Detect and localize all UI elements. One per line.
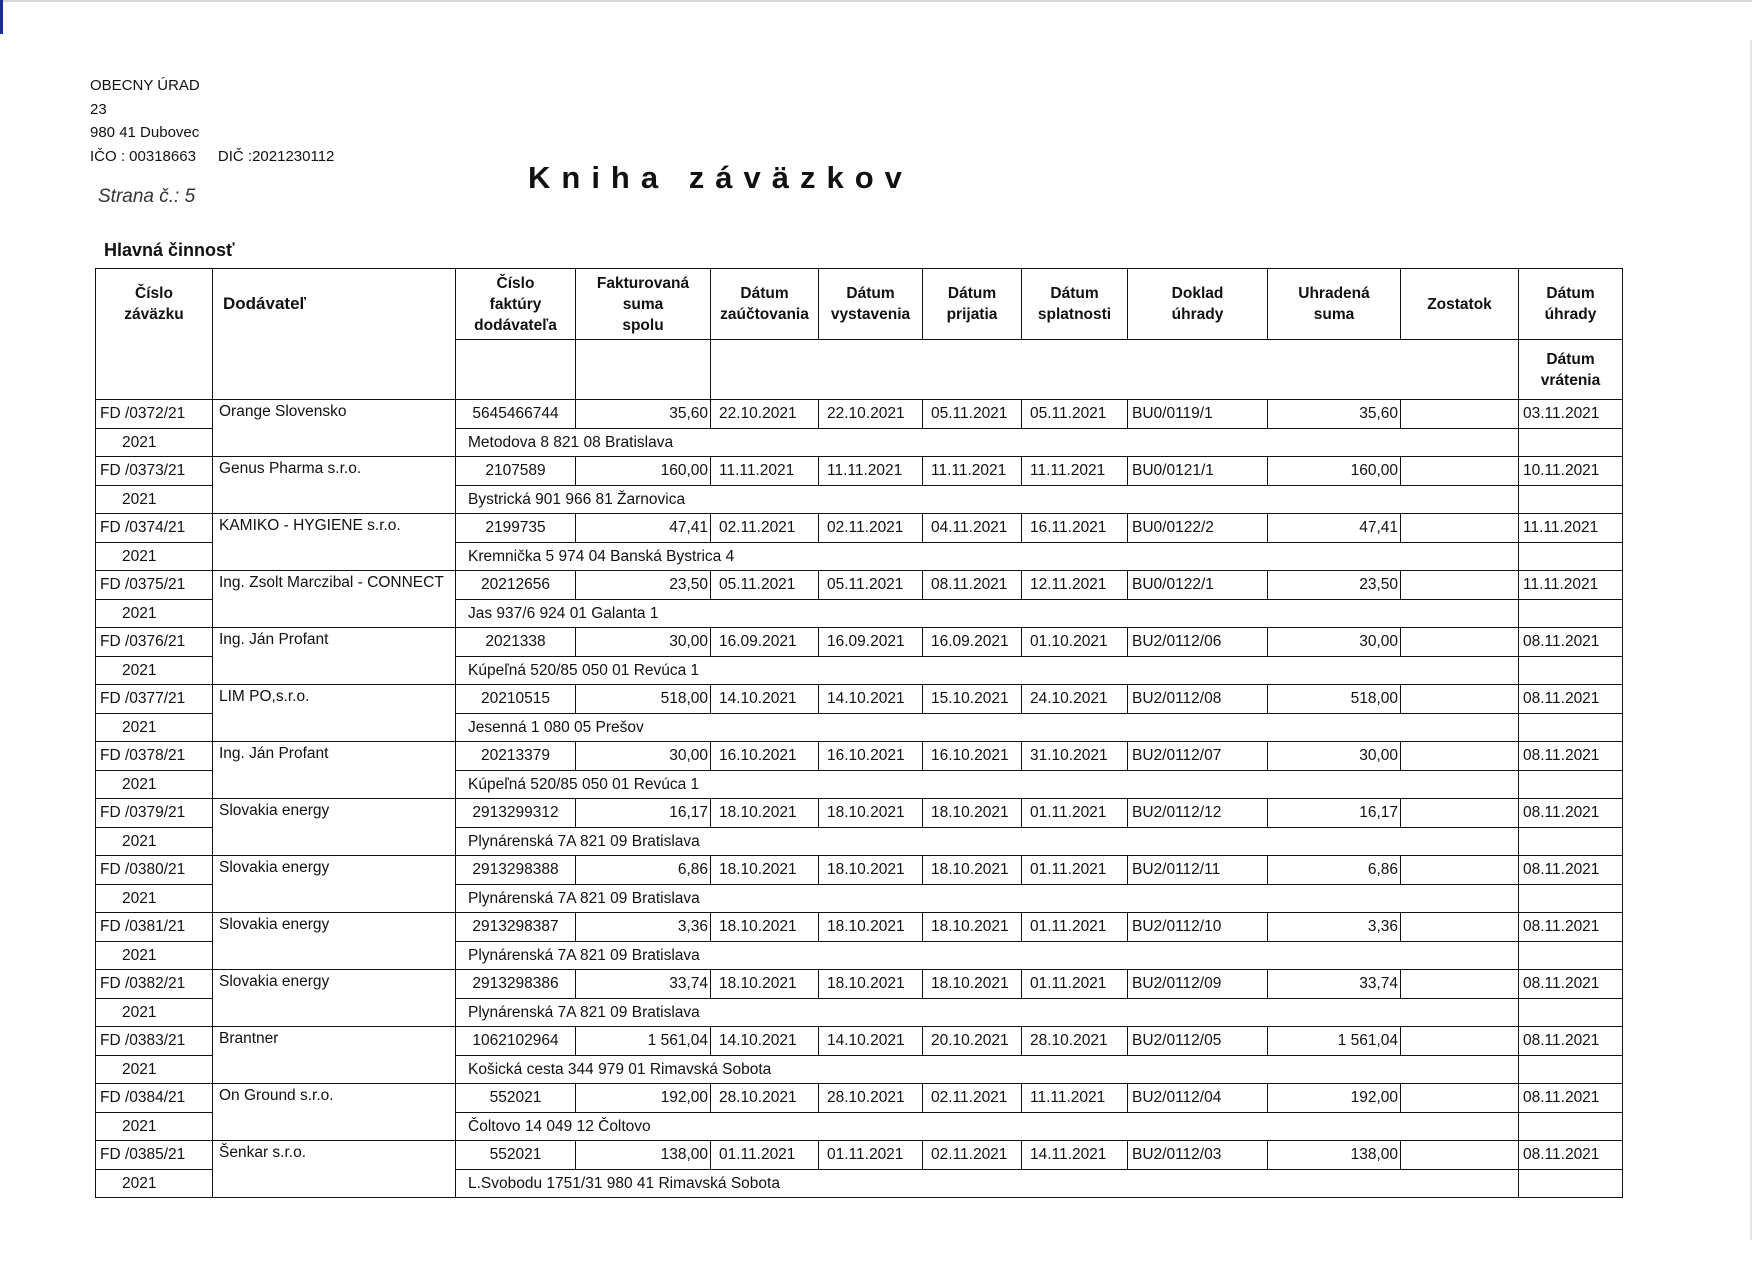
cell-fakturovana-suma: 30,00: [576, 742, 711, 771]
cell-zostatok: [1401, 1141, 1519, 1170]
cell-datum-vratenia: [1519, 1113, 1623, 1141]
cell-datum-splatnosti: 01.11.2021: [1022, 856, 1128, 885]
cell-datum-vratenia: [1519, 999, 1623, 1027]
cell-doklad-uhrady: BU2/0112/03: [1128, 1141, 1268, 1170]
cell-datum-splatnosti: 12.11.2021: [1022, 571, 1128, 600]
table-row: [96, 799, 1623, 828]
cell-zostatok: [1401, 1027, 1519, 1056]
cell-cislo-zavazku: FD /0376/21: [96, 628, 213, 657]
cell-cislo-faktury: 2913298387: [456, 913, 576, 942]
cell-rok: 2021: [96, 429, 213, 457]
cell-dodavatel: Ing. Ján Profant: [213, 628, 456, 685]
cell-adresa-dodavatela: Bystrická 901 966 81 Žarnovica: [456, 486, 1519, 514]
cell-datum-uhrady: 10.11.2021: [1519, 457, 1623, 486]
page-number: Strana č.: 5: [98, 186, 196, 207]
cell-dodavatel: Ing. Zsolt Marczibal - CONNECT: [213, 571, 456, 628]
cell-uhradena-suma: 518,00: [1268, 685, 1401, 714]
cell-datum-vratenia: [1519, 429, 1623, 457]
cell-doklad-uhrady: BU0/0122/1: [1128, 571, 1268, 600]
cell-dodavatel: Orange Slovensko: [213, 400, 456, 457]
cell-adresa-dodavatela: Metodova 8 821 08 Bratislava: [456, 429, 1519, 457]
cell-datum-zauctovania: 05.11.2021: [711, 571, 819, 600]
cell-datum-vystavenia: 22.10.2021: [819, 400, 923, 429]
cell-datum-vystavenia: 05.11.2021: [819, 571, 923, 600]
cell-datum-vystavenia: 18.10.2021: [819, 970, 923, 999]
cell-doklad-uhrady: BU2/0112/11: [1128, 856, 1268, 885]
cell-cislo-zavazku: FD /0378/21: [96, 742, 213, 771]
cell-uhradena-suma: 35,60: [1268, 400, 1401, 429]
cell-cislo-faktury: 2913298388: [456, 856, 576, 885]
col-header-faktura: Číslo faktúry dodávateľa: [456, 269, 576, 340]
table-row: [96, 1141, 1623, 1170]
col-header-zauctovanie: Dátum zaúčtovania: [711, 269, 819, 340]
cell-datum-vratenia: [1519, 1170, 1623, 1198]
cell-rok: 2021: [96, 1113, 213, 1141]
cell-zostatok: [1401, 856, 1519, 885]
cell-datum-splatnosti: 11.11.2021: [1022, 457, 1128, 486]
cell-datum-zauctovania: 16.09.2021: [711, 628, 819, 657]
cell-cislo-faktury: 20210515: [456, 685, 576, 714]
cell-zostatok: [1401, 628, 1519, 657]
cell-zostatok: [1401, 742, 1519, 771]
cell-zostatok: [1401, 970, 1519, 999]
cell-datum-splatnosti: 05.11.2021: [1022, 400, 1128, 429]
table-row: [96, 1084, 1623, 1113]
cell-fakturovana-suma: 138,00: [576, 1141, 711, 1170]
cell-datum-uhrady: 08.11.2021: [1519, 742, 1623, 771]
cell-rok: 2021: [96, 942, 213, 970]
cell-dodavatel: KAMIKO - HYGIENE s.r.o.: [213, 514, 456, 571]
cell-adresa-dodavatela: Plynárenská 7A 821 09 Bratislava: [456, 999, 1519, 1027]
cell-datum-vratenia: [1519, 657, 1623, 685]
cell-doklad-uhrady: BU0/0119/1: [1128, 400, 1268, 429]
cell-cislo-zavazku: FD /0381/21: [96, 913, 213, 942]
cell-cislo-zavazku: FD /0383/21: [96, 1027, 213, 1056]
cell-datum-prijatia: 11.11.2021: [923, 457, 1022, 486]
cell-fakturovana-suma: 33,74: [576, 970, 711, 999]
cell-rok: 2021: [96, 828, 213, 856]
col-header-vystavenie: Dátum vystavenia: [819, 269, 923, 340]
cell-datum-prijatia: 02.11.2021: [923, 1141, 1022, 1170]
cell-datum-vystavenia: 28.10.2021: [819, 1084, 923, 1113]
cell-datum-uhrady: 08.11.2021: [1519, 1141, 1623, 1170]
cell-fakturovana-suma: 3,36: [576, 913, 711, 942]
cell-datum-zauctovania: 11.11.2021: [711, 457, 819, 486]
liabilities-table: [95, 268, 1623, 1198]
cell-datum-zauctovania: 18.10.2021: [711, 913, 819, 942]
cell-doklad-uhrady: BU0/0122/2: [1128, 514, 1268, 543]
cell-datum-zauctovania: 14.10.2021: [711, 1027, 819, 1056]
cell-dodavatel: Ing. Ján Profant: [213, 742, 456, 799]
cell-uhradena-suma: 1 561,04: [1268, 1027, 1401, 1056]
cell-cislo-faktury: 2913298386: [456, 970, 576, 999]
table-row: [96, 400, 1623, 429]
cell-datum-prijatia: 02.11.2021: [923, 1084, 1022, 1113]
cell-dodavatel: Slovakia energy: [213, 970, 456, 1027]
cell-fakturovana-suma: 1 561,04: [576, 1027, 711, 1056]
organization-block: [90, 74, 334, 168]
cell-fakturovana-suma: 35,60: [576, 400, 711, 429]
org-ids: [90, 145, 334, 169]
cell-dodavatel: LIM PO,s.r.o.: [213, 685, 456, 742]
table-row: [96, 742, 1623, 771]
cell-uhradena-suma: 3,36: [1268, 913, 1401, 942]
cell-dodavatel: Brantner: [213, 1027, 456, 1084]
cell-zostatok: [1401, 799, 1519, 828]
cell-datum-vratenia: [1519, 486, 1623, 514]
cell-datum-splatnosti: 01.11.2021: [1022, 970, 1128, 999]
subheader-empty-span: [711, 340, 1519, 400]
table-row: [96, 856, 1623, 885]
col-header-splatnost: Dátum splatnosti: [1022, 269, 1128, 340]
col-header-prijatie: Dátum prijatia: [923, 269, 1022, 340]
cell-adresa-dodavatela: Jas 937/6 924 01 Galanta 1: [456, 600, 1519, 628]
cell-datum-zauctovania: 16.10.2021: [711, 742, 819, 771]
table-row: [96, 514, 1623, 543]
table-row: [96, 913, 1623, 942]
cell-rok: 2021: [96, 657, 213, 685]
cell-cislo-zavazku: FD /0377/21: [96, 685, 213, 714]
ico-value: IČO : 00318663: [90, 147, 196, 165]
cell-datum-prijatia: 04.11.2021: [923, 514, 1022, 543]
cell-doklad-uhrady: BU2/0112/08: [1128, 685, 1268, 714]
dic-value: DIČ :2021230112: [217, 147, 335, 165]
cell-datum-uhrady: 11.11.2021: [1519, 514, 1623, 543]
cell-cislo-zavazku: FD /0373/21: [96, 457, 213, 486]
cell-adresa-dodavatela: L.Svobodu 1751/31 980 41 Rimavská Sobota: [456, 1170, 1519, 1198]
cell-cislo-zavazku: FD /0382/21: [96, 970, 213, 999]
cell-datum-vystavenia: 16.09.2021: [819, 628, 923, 657]
cell-doklad-uhrady: BU2/0112/09: [1128, 970, 1268, 999]
subheader-empty-suma: [576, 340, 711, 400]
cell-datum-vystavenia: 18.10.2021: [819, 856, 923, 885]
scan-margin-mark: [0, 0, 3, 34]
cell-datum-prijatia: 16.09.2021: [923, 628, 1022, 657]
cell-cislo-faktury: 20213379: [456, 742, 576, 771]
org-number: 23: [90, 100, 107, 118]
cell-uhradena-suma: 30,00: [1268, 628, 1401, 657]
cell-fakturovana-suma: 192,00: [576, 1084, 711, 1113]
cell-adresa-dodavatela: Kremnička 5 974 04 Banská Bystrica 4: [456, 543, 1519, 571]
cell-datum-splatnosti: 16.11.2021: [1022, 514, 1128, 543]
cell-cislo-zavazku: FD /0380/21: [96, 856, 213, 885]
cell-datum-vystavenia: 18.10.2021: [819, 799, 923, 828]
col-header-cislo: Číslo záväzku: [96, 269, 213, 400]
cell-datum-vystavenia: 11.11.2021: [819, 457, 923, 486]
cell-fakturovana-suma: 6,86: [576, 856, 711, 885]
cell-dodavatel: Genus Pharma s.r.o.: [213, 457, 456, 514]
cell-uhradena-suma: 23,50: [1268, 571, 1401, 600]
col-header-datum-vratenia: Dátum vrátenia: [1519, 340, 1623, 400]
cell-datum-vratenia: [1519, 1056, 1623, 1084]
cell-adresa-dodavatela: Jesenná 1 080 05 Prešov: [456, 714, 1519, 742]
cell-datum-uhrady: 08.11.2021: [1519, 913, 1623, 942]
cell-dodavatel: Slovakia energy: [213, 799, 456, 856]
col-header-dodavatel: Dodávateľ: [213, 269, 456, 400]
cell-datum-splatnosti: 01.11.2021: [1022, 799, 1128, 828]
cell-uhradena-suma: 30,00: [1268, 742, 1401, 771]
scan-top-edge: [0, 0, 1752, 2]
cell-rok: 2021: [96, 999, 213, 1027]
cell-adresa-dodavatela: Plynárenská 7A 821 09 Bratislava: [456, 885, 1519, 913]
cell-datum-prijatia: 16.10.2021: [923, 742, 1022, 771]
cell-dodavatel: On Ground s.r.o.: [213, 1084, 456, 1141]
cell-uhradena-suma: 16,17: [1268, 799, 1401, 828]
cell-zostatok: [1401, 400, 1519, 429]
cell-rok: 2021: [96, 714, 213, 742]
cell-doklad-uhrady: BU2/0112/07: [1128, 742, 1268, 771]
cell-datum-vystavenia: 14.10.2021: [819, 685, 923, 714]
cell-rok: 2021: [96, 1056, 213, 1084]
cell-dodavatel: Slovakia energy: [213, 913, 456, 970]
cell-datum-prijatia: 08.11.2021: [923, 571, 1022, 600]
document-title: Kniha záväzkov: [528, 160, 913, 195]
cell-fakturovana-suma: 16,17: [576, 799, 711, 828]
cell-datum-prijatia: 20.10.2021: [923, 1027, 1022, 1056]
cell-datum-zauctovania: 02.11.2021: [711, 514, 819, 543]
table-row: [96, 685, 1623, 714]
cell-zostatok: [1401, 514, 1519, 543]
cell-cislo-zavazku: FD /0374/21: [96, 514, 213, 543]
cell-datum-uhrady: 08.11.2021: [1519, 628, 1623, 657]
cell-datum-uhrady: 08.11.2021: [1519, 970, 1623, 999]
cell-datum-splatnosti: 28.10.2021: [1022, 1027, 1128, 1056]
cell-cislo-zavazku: FD /0385/21: [96, 1141, 213, 1170]
cell-datum-zauctovania: 14.10.2021: [711, 685, 819, 714]
cell-cislo-zavazku: FD /0372/21: [96, 400, 213, 429]
cell-rok: 2021: [96, 1170, 213, 1198]
cell-cislo-zavazku: FD /0375/21: [96, 571, 213, 600]
cell-doklad-uhrady: BU2/0112/05: [1128, 1027, 1268, 1056]
cell-datum-splatnosti: 24.10.2021: [1022, 685, 1128, 714]
cell-uhradena-suma: 47,41: [1268, 514, 1401, 543]
cell-cislo-faktury: 2021338: [456, 628, 576, 657]
cell-datum-zauctovania: 18.10.2021: [711, 856, 819, 885]
cell-doklad-uhrady: BU2/0112/12: [1128, 799, 1268, 828]
table-header-row: [96, 269, 1623, 340]
cell-cislo-faktury: 2107589: [456, 457, 576, 486]
cell-datum-splatnosti: 31.10.2021: [1022, 742, 1128, 771]
cell-zostatok: [1401, 1084, 1519, 1113]
cell-rok: 2021: [96, 771, 213, 799]
cell-datum-prijatia: 05.11.2021: [923, 400, 1022, 429]
cell-datum-prijatia: 18.10.2021: [923, 913, 1022, 942]
cell-adresa-dodavatela: Košická cesta 344 979 01 Rimavská Sobota: [456, 1056, 1519, 1084]
org-name: OBECNY ÚRAD: [90, 77, 200, 94]
cell-datum-uhrady: 08.11.2021: [1519, 799, 1623, 828]
cell-datum-splatnosti: 14.11.2021: [1022, 1141, 1128, 1170]
cell-cislo-faktury: 5645466744: [456, 400, 576, 429]
cell-datum-vratenia: [1519, 600, 1623, 628]
cell-uhradena-suma: 33,74: [1268, 970, 1401, 999]
cell-uhradena-suma: 160,00: [1268, 457, 1401, 486]
table-row: [96, 1027, 1623, 1056]
cell-datum-splatnosti: 11.11.2021: [1022, 1084, 1128, 1113]
cell-datum-zauctovania: 18.10.2021: [711, 970, 819, 999]
cell-zostatok: [1401, 457, 1519, 486]
cell-doklad-uhrady: BU2/0112/04: [1128, 1084, 1268, 1113]
cell-cislo-faktury: 552021: [456, 1141, 576, 1170]
cell-fakturovana-suma: 47,41: [576, 514, 711, 543]
cell-datum-uhrady: 08.11.2021: [1519, 1084, 1623, 1113]
cell-datum-vratenia: [1519, 828, 1623, 856]
activity-label: Hlavná činnosť: [104, 240, 235, 260]
cell-cislo-faktury: 552021: [456, 1084, 576, 1113]
col-header-doklad: Doklad úhrady: [1128, 269, 1268, 340]
cell-rok: 2021: [96, 600, 213, 628]
cell-datum-vystavenia: 01.11.2021: [819, 1141, 923, 1170]
cell-datum-vratenia: [1519, 543, 1623, 571]
cell-cislo-zavazku: FD /0379/21: [96, 799, 213, 828]
cell-adresa-dodavatela: Plynárenská 7A 821 09 Bratislava: [456, 942, 1519, 970]
cell-adresa-dodavatela: Čoltovo 14 049 12 Čoltovo: [456, 1113, 1519, 1141]
col-header-datum-uhrady: Dátum úhrady: [1519, 269, 1623, 340]
cell-uhradena-suma: 138,00: [1268, 1141, 1401, 1170]
cell-fakturovana-suma: 23,50: [576, 571, 711, 600]
cell-datum-zauctovania: 28.10.2021: [711, 1084, 819, 1113]
cell-datum-vystavenia: 14.10.2021: [819, 1027, 923, 1056]
cell-datum-uhrady: 11.11.2021: [1519, 571, 1623, 600]
table-row: [96, 970, 1623, 999]
cell-dodavatel: Slovakia energy: [213, 856, 456, 913]
cell-cislo-faktury: 2199735: [456, 514, 576, 543]
cell-uhradena-suma: 192,00: [1268, 1084, 1401, 1113]
cell-datum-zauctovania: 01.11.2021: [711, 1141, 819, 1170]
cell-datum-vratenia: [1519, 942, 1623, 970]
cell-adresa-dodavatela: Kúpeľná 520/85 050 01 Revúca 1: [456, 657, 1519, 685]
table-row: [96, 628, 1623, 657]
cell-doklad-uhrady: BU2/0112/10: [1128, 913, 1268, 942]
cell-cislo-zavazku: FD /0384/21: [96, 1084, 213, 1113]
cell-datum-uhrady: 08.11.2021: [1519, 1027, 1623, 1056]
cell-datum-uhrady: 03.11.2021: [1519, 400, 1623, 429]
cell-datum-splatnosti: 01.10.2021: [1022, 628, 1128, 657]
cell-adresa-dodavatela: Plynárenská 7A 821 09 Bratislava: [456, 828, 1519, 856]
cell-cislo-faktury: 2913299312: [456, 799, 576, 828]
cell-doklad-uhrady: BU0/0121/1: [1128, 457, 1268, 486]
cell-cislo-faktury: 20212656: [456, 571, 576, 600]
col-header-suma: Fakturovaná suma spolu: [576, 269, 711, 340]
cell-zostatok: [1401, 685, 1519, 714]
cell-datum-prijatia: 18.10.2021: [923, 856, 1022, 885]
cell-datum-zauctovania: 22.10.2021: [711, 400, 819, 429]
cell-datum-splatnosti: 01.11.2021: [1022, 913, 1128, 942]
cell-cislo-faktury: 1062102964: [456, 1027, 576, 1056]
cell-datum-vystavenia: 18.10.2021: [819, 913, 923, 942]
table-row: [96, 571, 1623, 600]
cell-dodavatel: Šenkar s.r.o.: [213, 1141, 456, 1198]
org-city: 980 41 Dubovec: [90, 124, 200, 141]
subheader-empty-faktura: [456, 340, 576, 400]
cell-zostatok: [1401, 571, 1519, 600]
col-header-uhradena: Uhradená suma: [1268, 269, 1401, 340]
cell-datum-vratenia: [1519, 885, 1623, 913]
cell-datum-uhrady: 08.11.2021: [1519, 685, 1623, 714]
cell-datum-prijatia: 15.10.2021: [923, 685, 1022, 714]
cell-datum-vratenia: [1519, 714, 1623, 742]
cell-rok: 2021: [96, 543, 213, 571]
cell-rok: 2021: [96, 486, 213, 514]
cell-datum-uhrady: 08.11.2021: [1519, 856, 1623, 885]
cell-doklad-uhrady: BU2/0112/06: [1128, 628, 1268, 657]
cell-datum-prijatia: 18.10.2021: [923, 970, 1022, 999]
cell-adresa-dodavatela: Kúpeľná 520/85 050 01 Revúca 1: [456, 771, 1519, 799]
table-row: [96, 457, 1623, 486]
cell-zostatok: [1401, 913, 1519, 942]
col-header-zostatok: Zostatok: [1401, 269, 1519, 340]
cell-uhradena-suma: 6,86: [1268, 856, 1401, 885]
cell-fakturovana-suma: 30,00: [576, 628, 711, 657]
cell-rok: 2021: [96, 885, 213, 913]
cell-fakturovana-suma: 160,00: [576, 457, 711, 486]
cell-fakturovana-suma: 518,00: [576, 685, 711, 714]
cell-datum-vratenia: [1519, 771, 1623, 799]
cell-datum-zauctovania: 18.10.2021: [711, 799, 819, 828]
cell-datum-vystavenia: 16.10.2021: [819, 742, 923, 771]
cell-datum-vystavenia: 02.11.2021: [819, 514, 923, 543]
cell-datum-prijatia: 18.10.2021: [923, 799, 1022, 828]
